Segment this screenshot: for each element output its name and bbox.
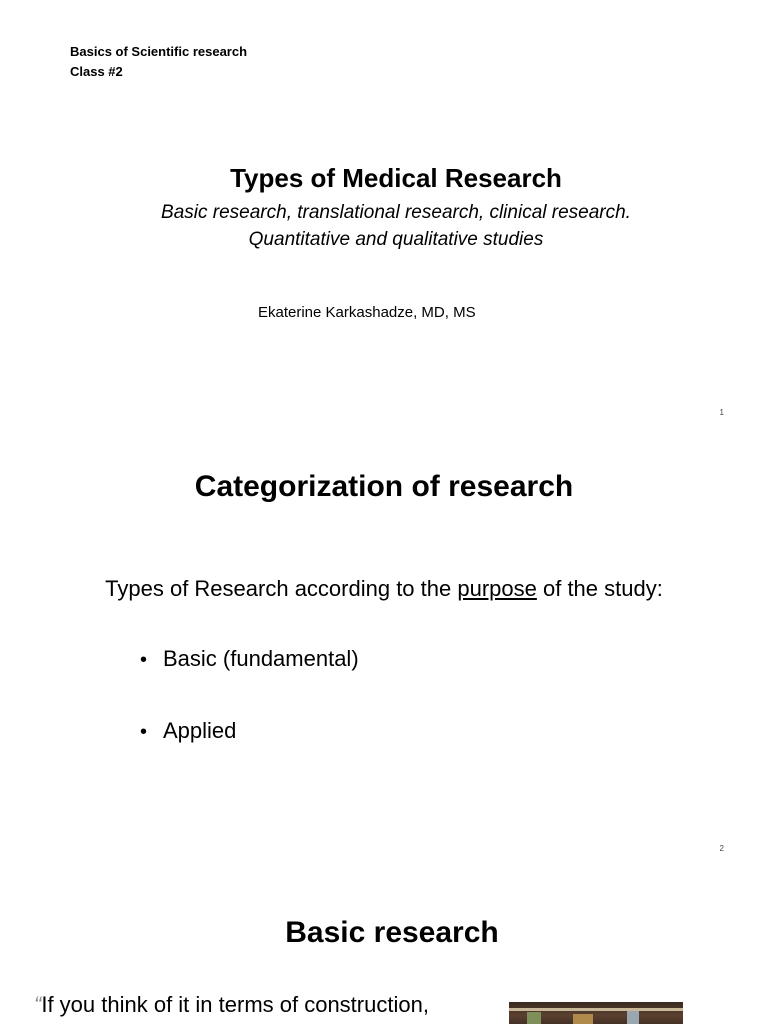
- list-item-text: Basic (fundamental): [163, 646, 359, 671]
- list-item: [140, 646, 359, 682]
- bullet-list: [140, 646, 359, 790]
- slide-subtitle: [0, 199, 768, 253]
- course-header: [70, 42, 247, 82]
- photo-shelf: [509, 1008, 683, 1011]
- class-number: Class #2: [70, 64, 123, 79]
- lead-before: Types of Research according to the: [105, 576, 458, 601]
- bullet-icon: •: [140, 721, 148, 743]
- page-number: 2: [719, 844, 724, 853]
- quote-text: [34, 992, 429, 1018]
- list-item-text: Applied: [163, 718, 237, 743]
- slide-title: Basic research: [285, 916, 499, 949]
- slide-1: [0, 0, 768, 430]
- photo-jar: [527, 1012, 541, 1024]
- subtitle-line-2: Quantitative and qualitative studies: [248, 229, 544, 250]
- slide-3: [0, 865, 768, 1024]
- list-item: [140, 718, 359, 754]
- quote-body: If you think of it in terms of construction,: [41, 992, 429, 1017]
- lead-text: [0, 576, 768, 602]
- slide-2: [0, 430, 768, 865]
- lead-underlined: purpose: [457, 576, 537, 601]
- photo-jar: [627, 1011, 639, 1024]
- bullet-icon: •: [140, 649, 148, 671]
- slide-title: Types of Medical Research: [230, 163, 562, 193]
- quote-mark-icon: “: [34, 992, 42, 1017]
- author-name: Ekaterine Karkashadze, MD, MS: [258, 304, 476, 321]
- page-number: 1: [719, 408, 724, 417]
- subtitle-line-1: Basic research, translational research, clinical research.: [161, 202, 631, 223]
- lead-after: of the study:: [536, 576, 663, 601]
- slide-title: Categorization of research: [194, 470, 574, 503]
- course-title: Basics of Scientific research: [70, 44, 248, 59]
- laboratory-photo: [509, 1002, 683, 1024]
- photo-jar: [573, 1014, 593, 1024]
